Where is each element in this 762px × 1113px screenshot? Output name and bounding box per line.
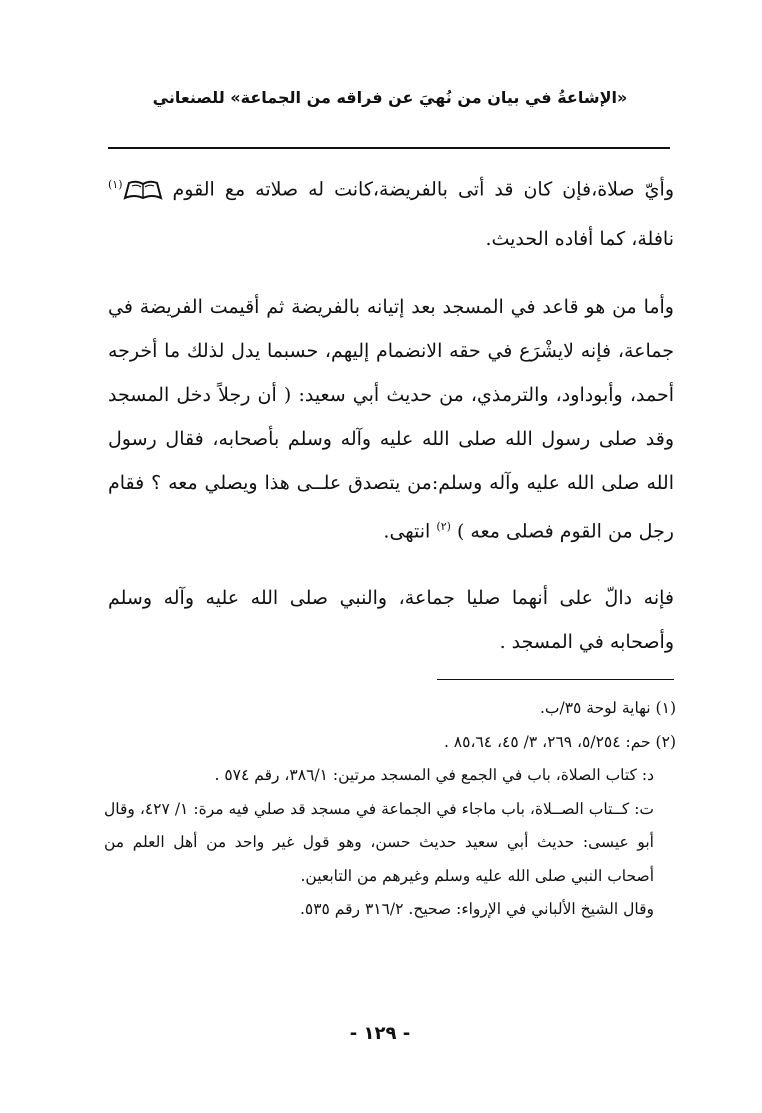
paragraph-3: فإنه دالّ على أنهما صليا جماعة، والنبي صلى الله عليه وآله وسلم وأصحابه في المسجد . [108, 586, 674, 653]
paragraph-2-end: انتهى. [383, 520, 437, 543]
paragraph-1 [108, 163, 674, 261]
footnote-divider [437, 679, 674, 680]
footnote-2-abudawud: د: كتاب الصلاة، باب في الجمع في المسجد مرتين: ٣٨٦/١، رقم ٥٧٤ . [214, 766, 654, 784]
footnote-ref-1: (١) [108, 178, 123, 191]
paragraph-2-text: وأما من هو قاعد في المسجد بعد إتيانه بالفريضة ثم أقيمت الفريضة في جماعة، فإنه لايشْرَع في حقه الانضمام إليهم، حسبما يدل لذلك ما أخرجه أحمد، وأبوداود، والترمذي، من حديث أبي سعيد: ( أن رجلاً دخل المسجد وقد صلى رسول الله صلى الله عليه وآله وسلم بأصحابه، فقال رسول الله صلى الله عليه وآله وسلم:من يتصدق علــى هذا ويصلي معه ؟ فقام رجل من القوم فصلى معه ) [108, 296, 674, 543]
paragraph-1-text: وأيّ صلاة،فإن كان قد أتى بالفريضة،كانت له صلاته مع القوم [172, 178, 674, 201]
footnote-2-albani: وقال الشيخ الألباني في الإرواء: صحيح. ٣١٦/٢ رقم ٥٣٥. [299, 900, 654, 918]
page-number: - ١٢٩ - [349, 1023, 411, 1044]
paragraph-1-continuation: نافلة، كما أفاده الحديث. [485, 228, 674, 251]
footnote-2: (٢) حم: ٥/٢٥٤، ٢٦٩، ٣/ ٤٥، ٨٥،٦٤ . [443, 732, 676, 751]
running-header: «الإشاعةُ في بيان من نُهيَ عن فراقه من الجماعة» للصنعاني [152, 88, 628, 107]
paragraph-2 [108, 285, 674, 553]
footnotes [104, 692, 676, 927]
main-text [108, 163, 674, 664]
footnote-1: (١) نهاية لوحة ٣٥/ب. [539, 699, 676, 717]
open-book-icon [123, 173, 163, 217]
footnote-ref-2: (٢) [436, 520, 451, 534]
header-divider [108, 147, 670, 149]
footnote-2-tirmidhi: ت: كــتاب الصــلاة، باب ماجاء في الجماعة في مسجد قد صلي فيه مرة: ١/ ٤٢٧، وقال أبو عيسى: حديث أبي سعيد حديث حسن، وهو قول غير واحد من أهل العلم من أصحاب النبي صلى الله عليه وسلم وغيرهم من التابعين. [104, 799, 655, 885]
